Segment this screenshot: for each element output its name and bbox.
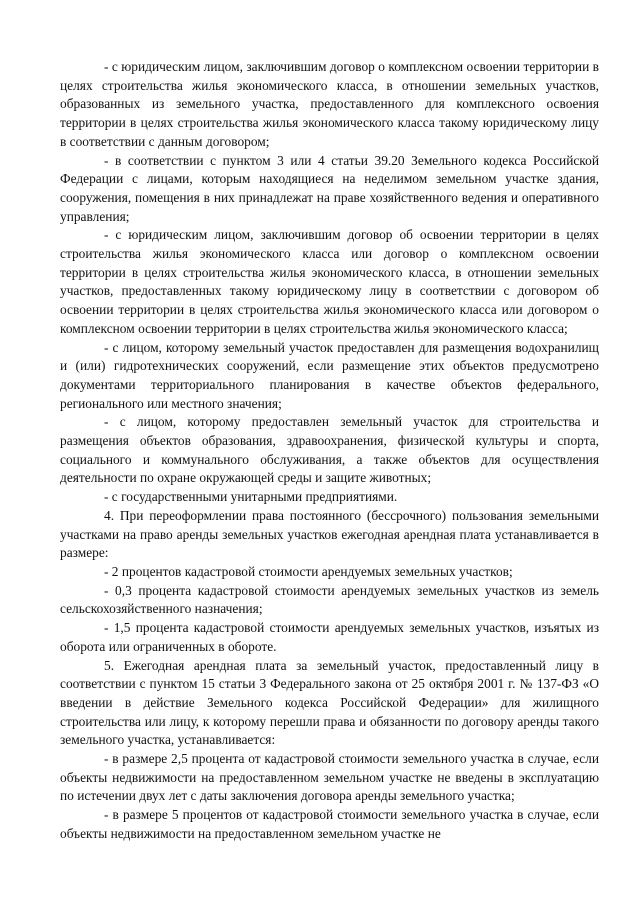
paragraph: - с государственными унитарными предприятиями.: [104, 489, 398, 505]
paragraph: 4. При переоформлении права постоянного (бессрочного) пользования земельными участками на право аренды земельных участков ежегодная арендная плата устанавливается в размере:: [60, 507, 599, 561]
paragraph: - 2 процентов кадастровой стоимости арендуемых земельных участков;: [104, 563, 513, 579]
paragraph: - 1,5 процента кадастровой стоимости арендуемых земельных участков, изъятых из оборота или ограниченных в обороте.: [60, 620, 599, 654]
paragraph: 5. Ежегодная арендная плата за земельный участок, предоставленный лицу в соответствии с пунктом 15 статьи 3 Федерального закона от 25 октября 2001 г. № 137-ФЗ «О введении в действие Земельного кодекса Российской Федерации» для жилищного строительства или лицу, к которому перешли права и обязанности по договору аренды такого земельного участка, устанавливается:: [60, 657, 599, 748]
paragraph: - с лицом, которому предоставлен земельный участок для строительства и размещения объектов образования, здравоохранения, физической культуры и спорта, социального и коммунального обслуживания, а также объектов для осуществления деятельности по охране окружающей среды и защите животных;: [60, 414, 599, 486]
paragraph: - 0,3 процента кадастровой стоимости арендуемых земельных участков из земель сельскохозяйственного назначения;: [60, 582, 599, 617]
paragraph: - с юридическим лицом, заключившим договор об освоении территории в целях строительства жилья экономического класса или договор о комплексном освоении территории в целях строительства жилья экономического класса, в отношении земельных участков, предоставленных такому юридическому лицу в соответствии с договором об освоении территории в целях строительства жилья экономического класса или договором о комплексном освоении территории в целях строительства жилья экономического класса;: [60, 227, 599, 336]
paragraph: - с лицом, которому земельный участок предоставлен для размещения водохранилищ и (или) гидротехнических сооружений, если размещение этих объектов предусмотрено документами территориального планирования в качестве объектов федерального, регионального или местного значения;: [60, 339, 599, 411]
paragraph: - с юридическим лицом, заключившим договор о комплексном освоении территории в целях строительства жилья экономического класса, в отношении земельных участков, образованных из земельного участка, предоставленного для комплексного освоения территории в целях строительства жилья экономического класса такому юридическому лицу в соответствии с данным договором;: [60, 59, 599, 149]
document-page: [60, 58, 599, 844]
paragraph: - в размере 2,5 процента от кадастровой стоимости земельного участка в случае, если объекты недвижимости на предоставленном земельном участке не введены в эксплуатацию по истечении двух лет с даты заключения договора аренды земельного участка;: [60, 751, 599, 804]
paragraph: - в размере 5 процентов от кадастровой стоимости земельного участка в случае, если объекты недвижимости на предоставленном земельном участке не: [60, 807, 599, 841]
paragraph: - в соответствии с пунктом 3 или 4 статьи 39.20 Земельного кодекса Российской Федерации с лицами, которым находящиеся на неделимом земельном участке здания, сооружения, помещения в них принадлежат на праве хозяйственного ведения и оперативного управления;: [60, 152, 599, 224]
